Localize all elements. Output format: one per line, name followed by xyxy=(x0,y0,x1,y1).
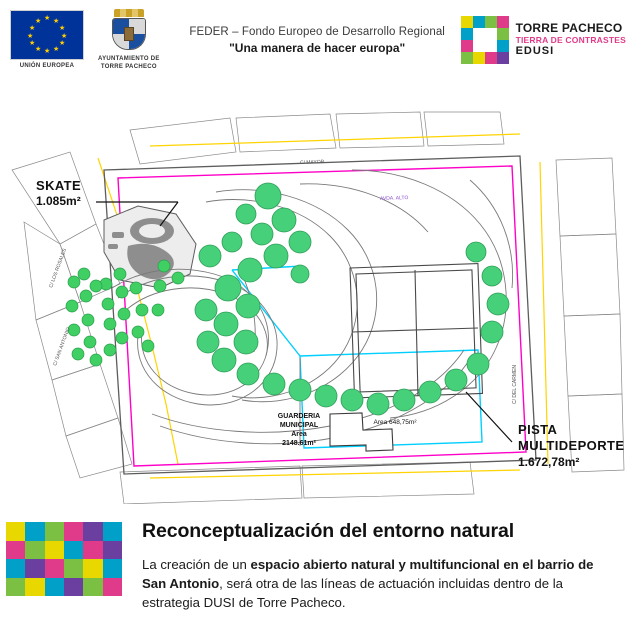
eu-stars: ★ ★ ★ ★ ★ ★ ★ ★ ★ ★ ★ ★ xyxy=(27,14,68,55)
edusi-mosaic-icon xyxy=(461,16,509,64)
callout-skate xyxy=(36,178,81,209)
edusi-subtitle: TIERRA DE CONTRASTES xyxy=(515,34,626,45)
edusi-tag: EDUSI xyxy=(515,45,555,58)
callout-pista-line1: PISTA xyxy=(518,422,558,437)
footer-text-block xyxy=(122,518,612,630)
footer-body-suffix: , será otra de las líneas de actuación incluidas dentro de la estrategia DUSI de Torre Pacheco. xyxy=(142,576,563,611)
label-guarderia-municipal xyxy=(244,412,354,448)
coat-of-arms-icon xyxy=(106,9,152,53)
town-logo-caption-line1: AYUNTAMIENTO DE xyxy=(98,56,160,62)
page-header xyxy=(0,0,640,74)
svg-text:C/ SAN ANTONIO: C/ SAN ANTONIO xyxy=(52,326,72,367)
site-plan xyxy=(0,74,640,504)
feder-heading xyxy=(174,26,461,55)
color-mosaic-icon xyxy=(6,522,122,596)
svg-text:C/ LOS ROSALES: C/ LOS ROSALES xyxy=(48,247,69,289)
feder-line-2: "Una manera de hacer europa" xyxy=(229,40,406,55)
path-network xyxy=(112,170,513,446)
page-footer xyxy=(0,504,640,640)
guarderia-line3: Area xyxy=(291,431,307,439)
callout-skate-title: SKATE xyxy=(36,178,82,193)
town-logo-caption-line2: TORRE PACHECO xyxy=(100,63,157,70)
callout-pista-area: 1.672,78m² xyxy=(518,454,580,469)
footer-title: Reconceptualización del entorno natural xyxy=(142,520,515,542)
town-logo-block xyxy=(98,9,160,71)
guarderia-line4: 2148.61m² xyxy=(282,440,316,448)
edusi-logo-block xyxy=(461,16,626,64)
footer-body xyxy=(142,555,612,612)
eu-flag-icon xyxy=(10,10,84,60)
footer-body-bold-1: espacio abierto natural y multifuncional en el xyxy=(250,557,534,572)
eu-logo-caption: UNIÓN EUROPEA xyxy=(19,62,75,69)
callout-skate-area: 1.085m² xyxy=(36,194,81,209)
guarderia-line1: GUARDERIA xyxy=(277,413,321,420)
callout-pista-line2: MULTIDEPORTE xyxy=(518,438,625,454)
label-area-parcela: Area 648,75m² xyxy=(373,419,417,426)
callout-pista-multideporte xyxy=(518,422,624,470)
feder-line-1: FEDER – Fondo Europeo de Desarrollo Regional xyxy=(189,25,445,38)
edusi-text xyxy=(516,22,626,58)
footer-body-bold-2: barrio de San Antonio xyxy=(142,557,594,592)
svg-text:C/ DEL CARMEN: C/ DEL CARMEN xyxy=(512,365,518,404)
edusi-title: TORRE PACHECO xyxy=(515,20,623,35)
svg-text:C/ MAYOR: C/ MAYOR xyxy=(299,159,325,166)
eu-logo-block xyxy=(10,10,84,71)
guarderia-line2: MUNICIPAL xyxy=(279,422,319,430)
svg-text:AVDA. ALTO: AVDA. ALTO xyxy=(379,195,409,202)
footer-body-prefix: La creación de un xyxy=(142,557,251,572)
